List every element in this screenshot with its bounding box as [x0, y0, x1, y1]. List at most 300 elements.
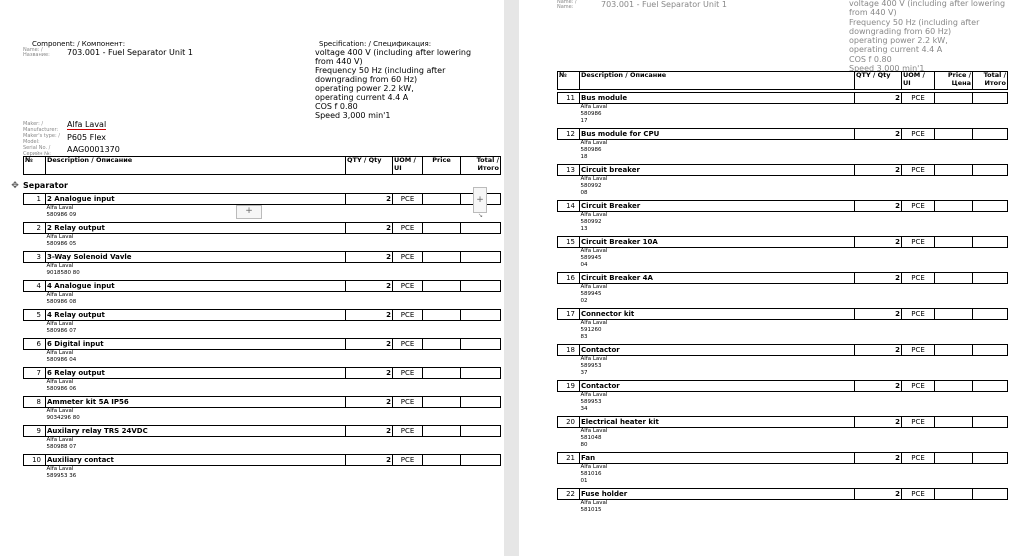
item-uom[interactable]: PCE [393, 310, 423, 321]
item-uom[interactable]: PCE [902, 453, 935, 464]
table-subrow [558, 320, 1008, 328]
item-price[interactable] [935, 93, 973, 104]
spec-line: operating current 4.4 A [849, 45, 943, 55]
item-uom[interactable]: PCE [902, 489, 935, 500]
item-price[interactable] [423, 339, 461, 350]
subrow-spacer [558, 219, 580, 226]
subrow-spacer [558, 442, 580, 449]
item-description[interactable]: 6 Relay output [46, 368, 346, 379]
table-subrow [24, 234, 501, 242]
item-price[interactable] [935, 345, 973, 356]
name-label-2: Name: [557, 4, 574, 10]
subrow-spacer [558, 291, 580, 298]
subrow-spacer [558, 514, 580, 521]
item-qty[interactable]: 2 [346, 426, 393, 437]
item-description[interactable]: Circuit breaker [580, 165, 855, 176]
item-price[interactable] [423, 252, 461, 263]
component-name: 703.001 - Fuel Separator Unit 1 [601, 0, 727, 9]
subrow-spacer [558, 464, 580, 472]
item-price[interactable] [423, 310, 461, 321]
row-gap [558, 521, 1008, 524]
table-subrow [24, 473, 501, 480]
subrow-spacer [558, 327, 580, 334]
table-subrow [558, 334, 1008, 341]
item-total[interactable] [461, 252, 501, 263]
item-maker: Alfa Laval [580, 248, 608, 254]
item-description[interactable]: Electrical heater kit [580, 417, 855, 428]
item-description[interactable]: Contactor [580, 381, 855, 392]
row-gap [24, 480, 501, 483]
document-page-left [0, 0, 504, 556]
item-total[interactable] [973, 417, 1008, 428]
spec-line: Speed 3,000 min'1 [849, 64, 925, 74]
item-uom[interactable]: PCE [902, 237, 935, 248]
item-qty[interactable]: 2 [855, 345, 902, 356]
item-price[interactable] [935, 129, 973, 140]
item-price[interactable] [423, 397, 461, 408]
item-qty[interactable]: 2 [855, 273, 902, 284]
subrow-spacer [24, 212, 46, 219]
item-qty[interactable]: 2 [346, 310, 393, 321]
item-uom[interactable]: PCE [902, 309, 935, 320]
item-description[interactable]: 4 Analogue input [46, 281, 346, 292]
item-price[interactable] [935, 381, 973, 392]
row-number: 22 [558, 489, 580, 500]
item-maker: Alfa Laval [580, 140, 608, 146]
spec-line: Frequency 50 Hz (including after [849, 17, 980, 27]
table-subrow [558, 262, 1008, 269]
item-uom[interactable]: PCE [393, 252, 423, 263]
col-header-total: Total / Итого [461, 157, 501, 175]
table-row[interactable] [558, 129, 1008, 140]
subrow-spacer [558, 500, 580, 508]
table-subrow [558, 478, 1008, 485]
item-qty[interactable]: 2 [855, 489, 902, 500]
table-subrow [558, 140, 1008, 148]
subrow-spacer [24, 466, 46, 474]
item-description[interactable]: Bus module for CPU [580, 129, 855, 140]
item-uom[interactable]: PCE [393, 339, 423, 350]
table-subrow [558, 176, 1008, 184]
item-code-suffix: 17 [580, 118, 588, 124]
spec-line: operating power 2.2 kW, [849, 36, 948, 46]
row-number: 15 [558, 237, 580, 248]
subrow-spacer [558, 226, 580, 233]
item-code-suffix: 02 [580, 298, 588, 304]
item-uom[interactable]: PCE [393, 455, 423, 466]
table-subrow [558, 500, 1008, 508]
table-subrow [24, 415, 501, 422]
subrow-spacer [558, 183, 580, 190]
table-row[interactable] [24, 310, 501, 321]
item-maker: Alfa Laval [46, 234, 74, 240]
item-description[interactable]: 3-Way Solenoid Vavle [46, 252, 346, 263]
item-code: 589953 36 [46, 473, 77, 479]
item-price[interactable] [423, 426, 461, 437]
item-price[interactable] [935, 489, 973, 500]
item-code: 580986 06 [46, 386, 77, 392]
item-description[interactable]: Ammeter kit 5A IP56 [46, 397, 346, 408]
item-maker: Alfa Laval [580, 500, 608, 506]
item-price[interactable] [935, 417, 973, 428]
item-total[interactable] [461, 281, 501, 292]
item-qty[interactable]: 2 [855, 93, 902, 104]
row-number: 17 [558, 309, 580, 320]
gap-cell [558, 521, 1008, 524]
item-uom[interactable]: PCE [902, 93, 935, 104]
section-title: Separator [23, 181, 68, 190]
serial-value: AAG0001370 [67, 145, 120, 154]
item-qty[interactable]: 2 [346, 223, 393, 234]
subrow-spacer [558, 435, 580, 442]
item-maker: Alfa Laval [46, 379, 74, 385]
item-qty[interactable]: 2 [346, 194, 393, 205]
row-number: 12 [558, 129, 580, 140]
col-header-description: Description / Описание [580, 72, 855, 90]
table-row[interactable] [24, 252, 501, 263]
row-number: 5 [24, 310, 46, 321]
item-maker: Alfa Laval [580, 464, 608, 470]
item-price[interactable] [935, 309, 973, 320]
table-row[interactable] [558, 345, 1008, 356]
manufacturer-label: Manufacturer: [23, 127, 59, 133]
item-qty[interactable]: 2 [855, 237, 902, 248]
item-description[interactable]: Circuit Breaker 4A [580, 273, 855, 284]
item-price[interactable] [935, 453, 973, 464]
serial-label-ru: Серийн №: [23, 151, 51, 157]
item-total[interactable] [461, 426, 501, 437]
item-maker: Alfa Laval [46, 350, 74, 356]
item-description[interactable]: Circuit Breaker 10A [580, 237, 855, 248]
item-total[interactable] [973, 381, 1008, 392]
item-qty[interactable]: 2 [346, 252, 393, 263]
item-maker: Alfa Laval [580, 212, 608, 218]
item-description[interactable]: 2 Analogue input [46, 194, 346, 205]
item-price[interactable] [935, 201, 973, 212]
item-maker: Alfa Laval [580, 356, 608, 362]
item-price[interactable] [935, 273, 973, 284]
item-price[interactable] [423, 368, 461, 379]
subrow-spacer [558, 154, 580, 161]
table-subrow [24, 205, 501, 213]
subrow-spacer [24, 386, 46, 393]
item-maker: Alfa Laval [46, 321, 74, 327]
table-subrow [558, 363, 1008, 370]
item-code: 581016 [580, 471, 602, 477]
table-subrow [558, 507, 1008, 514]
item-total[interactable] [973, 201, 1008, 212]
item-uom[interactable]: PCE [393, 426, 423, 437]
item-qty[interactable]: 2 [346, 339, 393, 350]
table-row[interactable] [558, 237, 1008, 248]
item-maker: Alfa Laval [580, 392, 608, 398]
table-row[interactable] [558, 93, 1008, 104]
item-code-suffix: 34 [580, 406, 588, 412]
item-code: 589953 [580, 399, 602, 405]
spec-block [315, 48, 471, 120]
subrow-spacer [24, 444, 46, 451]
table-subrow [24, 292, 501, 300]
table-subrow [24, 408, 501, 416]
item-code: 591260 [580, 327, 602, 333]
name-label: Name: / [557, 0, 577, 5]
subrow-spacer [558, 471, 580, 478]
item-code: 580986 07 [46, 328, 77, 334]
spec-label: Specification: / Спецификация: [319, 40, 432, 48]
name-label-ru: Название: [23, 52, 50, 58]
item-maker: Alfa Laval [580, 104, 608, 110]
document-page-right [519, 0, 1024, 556]
subrow-spacer [558, 104, 580, 112]
item-description[interactable]: Auxiliary contact [46, 455, 346, 466]
spec-line: from 440 V) [315, 57, 363, 66]
table-subrow [558, 255, 1008, 262]
row-number: 1 [24, 194, 46, 205]
table-subrow [558, 327, 1008, 334]
item-total[interactable] [461, 368, 501, 379]
subrow-spacer [558, 507, 580, 514]
subrow-spacer [558, 190, 580, 197]
table-row[interactable] [24, 223, 501, 234]
item-qty[interactable]: 2 [855, 453, 902, 464]
subrow-spacer [24, 357, 46, 364]
item-code: 581015 [580, 507, 602, 513]
item-price[interactable] [935, 237, 973, 248]
item-code: 580988 07 [46, 444, 77, 450]
col-header-total: Total / Итого [973, 72, 1008, 90]
spec-line: downgrading from 60 Hz) [849, 26, 952, 36]
item-qty[interactable]: 2 [855, 201, 902, 212]
table-row[interactable] [24, 339, 501, 350]
table-subrow [558, 298, 1008, 305]
gap-cell [24, 480, 501, 483]
subrow-spacer [24, 263, 46, 271]
table-subrow [558, 111, 1008, 118]
item-uom[interactable]: PCE [902, 345, 935, 356]
spec-line: downgrading from 60 Hz) [315, 75, 418, 84]
item-total[interactable] [973, 309, 1008, 320]
item-uom[interactable]: PCE [393, 223, 423, 234]
item-total[interactable] [461, 223, 501, 234]
item-code-suffix [580, 514, 1008, 521]
item-price[interactable] [423, 194, 461, 205]
item-total[interactable] [973, 345, 1008, 356]
spec-line: COS f 0.80 [315, 102, 358, 111]
item-description[interactable]: Fan [580, 453, 855, 464]
table-row[interactable] [558, 273, 1008, 284]
add-row-button[interactable]: + [236, 205, 262, 219]
item-total[interactable] [461, 339, 501, 350]
table-subrow [24, 444, 501, 451]
col-header-uom: UOM / UI [902, 72, 935, 90]
item-code: 580986 05 [46, 241, 77, 247]
item-uom[interactable]: PCE [902, 129, 935, 140]
table-row[interactable] [558, 201, 1008, 212]
table-row[interactable] [24, 426, 501, 437]
table-subrow [24, 437, 501, 445]
table-subrow [558, 212, 1008, 220]
subrow-spacer [558, 284, 580, 292]
table-resize-handle-icon[interactable]: ↘ [478, 212, 484, 219]
table-move-handle-icon[interactable]: ✥ [11, 181, 19, 191]
maker-label: Maker: / [23, 121, 44, 127]
table-row[interactable] [24, 281, 501, 292]
item-qty[interactable]: 2 [346, 455, 393, 466]
item-qty[interactable]: 2 [855, 309, 902, 320]
item-maker: Alfa Laval [580, 284, 608, 290]
table-row[interactable] [24, 455, 501, 466]
col-header-qty: QTY / Qty [346, 157, 393, 175]
subrow-spacer [24, 328, 46, 335]
item-uom[interactable]: PCE [393, 194, 423, 205]
item-maker: Alfa Laval [46, 466, 74, 472]
table-subrow [558, 248, 1008, 256]
item-total[interactable] [461, 397, 501, 408]
item-qty[interactable]: 2 [855, 129, 902, 140]
table-row[interactable] [24, 397, 501, 408]
item-code: 580992 [580, 183, 602, 189]
table-subrow [558, 471, 1008, 478]
item-description[interactable]: 2 Relay output [46, 223, 346, 234]
item-total[interactable] [461, 310, 501, 321]
item-uom[interactable]: PCE [902, 381, 935, 392]
item-description[interactable]: Auxilary relay TRS 24VDC [46, 426, 346, 437]
item-price[interactable] [935, 165, 973, 176]
col-header-price: Price [423, 157, 461, 175]
subrow-spacer [558, 140, 580, 148]
item-code: 581048 [580, 435, 602, 441]
item-uom[interactable]: PCE [393, 397, 423, 408]
item-uom[interactable]: PCE [902, 165, 935, 176]
table-row[interactable] [558, 417, 1008, 428]
item-description[interactable]: Circuit Breaker [580, 201, 855, 212]
item-qty[interactable]: 2 [346, 397, 393, 408]
col-header-price: Price / Цена [935, 72, 973, 90]
item-qty[interactable]: 2 [855, 417, 902, 428]
spec-line: voltage 400 V (including after lowering [849, 0, 1006, 8]
name-label: Name: / [23, 47, 43, 53]
item-maker: Alfa Laval [46, 205, 74, 211]
table-subrow [558, 356, 1008, 364]
item-qty[interactable]: 2 [346, 281, 393, 292]
row-number: 18 [558, 345, 580, 356]
table-row[interactable] [558, 165, 1008, 176]
table-subrow [558, 428, 1008, 436]
table-subrow [558, 219, 1008, 226]
item-qty[interactable]: 2 [346, 368, 393, 379]
spec-line: Frequency 50 Hz (including after [315, 66, 446, 75]
component-label: Component: / Компонент: [32, 40, 126, 48]
item-description[interactable]: 6 Digital input [46, 339, 346, 350]
item-code-suffix: 80 [580, 442, 588, 448]
col-header-no: № [24, 157, 46, 175]
table-subrow [558, 284, 1008, 292]
item-total[interactable] [973, 165, 1008, 176]
item-maker: Alfa Laval [46, 408, 74, 414]
item-code: 580986 08 [46, 299, 77, 305]
item-code: 589945 [580, 291, 602, 297]
item-total[interactable] [973, 273, 1008, 284]
subrow-spacer [24, 299, 46, 306]
item-code: 580986 09 [46, 212, 77, 218]
col-header-qty: QTY / Qty [855, 72, 902, 90]
table-subrow [24, 350, 501, 358]
makers-type-label: Maker's type: / [23, 133, 60, 139]
item-total[interactable] [973, 237, 1008, 248]
table-row[interactable] [24, 368, 501, 379]
table-subrow [558, 118, 1008, 125]
subrow-spacer [558, 334, 580, 341]
item-maker: Alfa Laval [580, 428, 608, 434]
item-total[interactable] [973, 129, 1008, 140]
table-row[interactable] [24, 194, 501, 205]
item-uom[interactable]: PCE [393, 281, 423, 292]
item-description[interactable]: Connector kit [580, 309, 855, 320]
item-uom[interactable]: PCE [902, 273, 935, 284]
add-column-button[interactable]: + [473, 187, 487, 213]
item-total[interactable] [973, 93, 1008, 104]
item-total[interactable] [461, 455, 501, 466]
table-subrow [558, 147, 1008, 154]
table-subrow [24, 357, 501, 364]
item-code: 9034296 80 [46, 415, 80, 421]
item-price[interactable] [423, 455, 461, 466]
item-price[interactable] [423, 223, 461, 234]
table-subrow [558, 392, 1008, 400]
row-number: 2 [24, 223, 46, 234]
table-subrow [558, 514, 1008, 521]
table-subrow [24, 241, 501, 248]
item-total[interactable] [973, 489, 1008, 500]
table-subrow [558, 370, 1008, 377]
subrow-spacer [558, 356, 580, 364]
item-description[interactable]: Fuse holder [580, 489, 855, 500]
table-subrow [558, 226, 1008, 233]
maker-value: Alfa Laval [67, 120, 107, 129]
table-subrow [558, 435, 1008, 442]
table-row[interactable] [558, 309, 1008, 320]
item-code: 9018580 80 [46, 270, 80, 276]
item-maker: Alfa Laval [46, 292, 74, 298]
col-header-description: Description / Описание [46, 157, 346, 175]
subrow-spacer [558, 118, 580, 125]
table-row[interactable] [558, 489, 1008, 500]
item-code-suffix: 04 [580, 262, 588, 268]
item-qty[interactable]: 2 [855, 165, 902, 176]
item-code: 580986 [580, 147, 602, 153]
item-description[interactable]: Contactor [580, 345, 855, 356]
table-row[interactable] [558, 381, 1008, 392]
item-price[interactable] [423, 281, 461, 292]
spec-block [849, 0, 1005, 73]
row-number: 8 [24, 397, 46, 408]
subrow-spacer [24, 205, 46, 213]
subrow-spacer [24, 292, 46, 300]
item-qty[interactable]: 2 [855, 381, 902, 392]
subrow-spacer [558, 298, 580, 305]
item-total[interactable] [973, 453, 1008, 464]
item-uom[interactable]: PCE [393, 368, 423, 379]
item-code-suffix: 13 [580, 226, 588, 232]
subrow-spacer [558, 370, 580, 377]
item-description[interactable]: Bus module [580, 93, 855, 104]
item-uom[interactable]: PCE [902, 417, 935, 428]
item-description[interactable]: 4 Relay output [46, 310, 346, 321]
model-value: P605 Flex [67, 133, 106, 142]
parts-table-right [557, 92, 1008, 524]
item-uom[interactable]: PCE [902, 201, 935, 212]
table-row[interactable] [558, 453, 1008, 464]
